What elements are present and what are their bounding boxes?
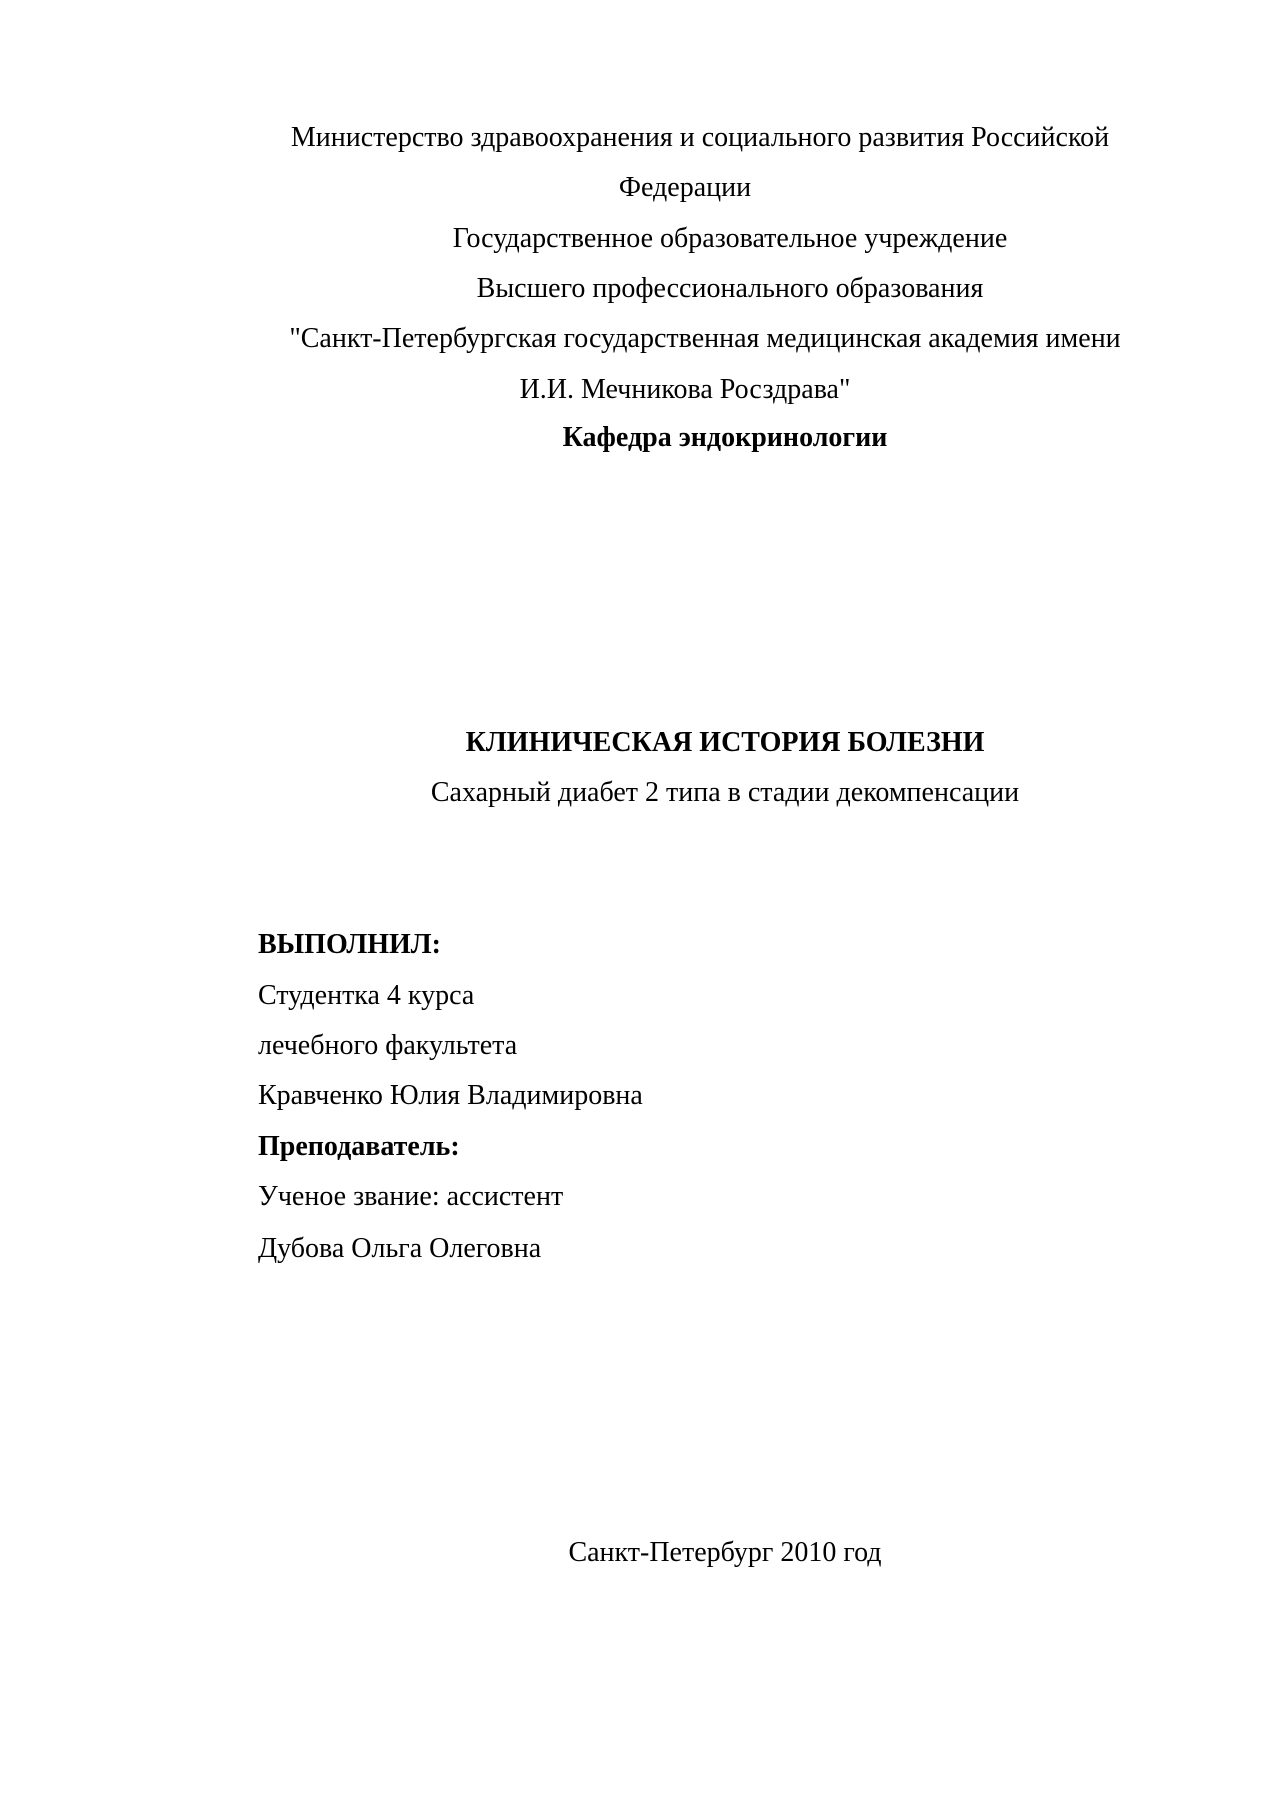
education-level: Высшего профессионального образования	[476, 273, 984, 304]
institution-type: Государственное образовательное учреждение	[452, 223, 1008, 254]
academy-line-1: "Санкт-Петербургская государственная медицинская академия имени	[289, 323, 1121, 354]
teacher-title: Ученое звание: ассистент	[258, 1181, 564, 1212]
author-heading: ВЫПОЛНИЛ:	[258, 929, 441, 960]
author-faculty: лечебного факультета	[258, 1030, 518, 1061]
author-course: Студентка 4 курса	[258, 980, 475, 1011]
diagnosis-subtitle: Сахарный диабет 2 типа в стадии декомпенсации	[430, 777, 1020, 808]
department-name: Кафедра эндокринологии	[562, 422, 888, 453]
ministry-line-1: Министерство здравоохранения и социального развития Российской	[290, 122, 1110, 153]
ministry-line-2: Федерации	[618, 172, 752, 203]
teacher-name: Дубова Ольга Олеговна	[258, 1233, 542, 1264]
place-year: Санкт-Петербург 2010 год	[568, 1537, 882, 1568]
academy-line-2: И.И. Мечникова Росздрава"	[519, 374, 851, 405]
author-name: Кравченко Юлия Владимировна	[258, 1080, 643, 1111]
document-title: КЛИНИЧЕСКАЯ ИСТОРИЯ БОЛЕЗНИ	[465, 727, 985, 758]
teacher-heading: Преподаватель:	[258, 1131, 460, 1162]
